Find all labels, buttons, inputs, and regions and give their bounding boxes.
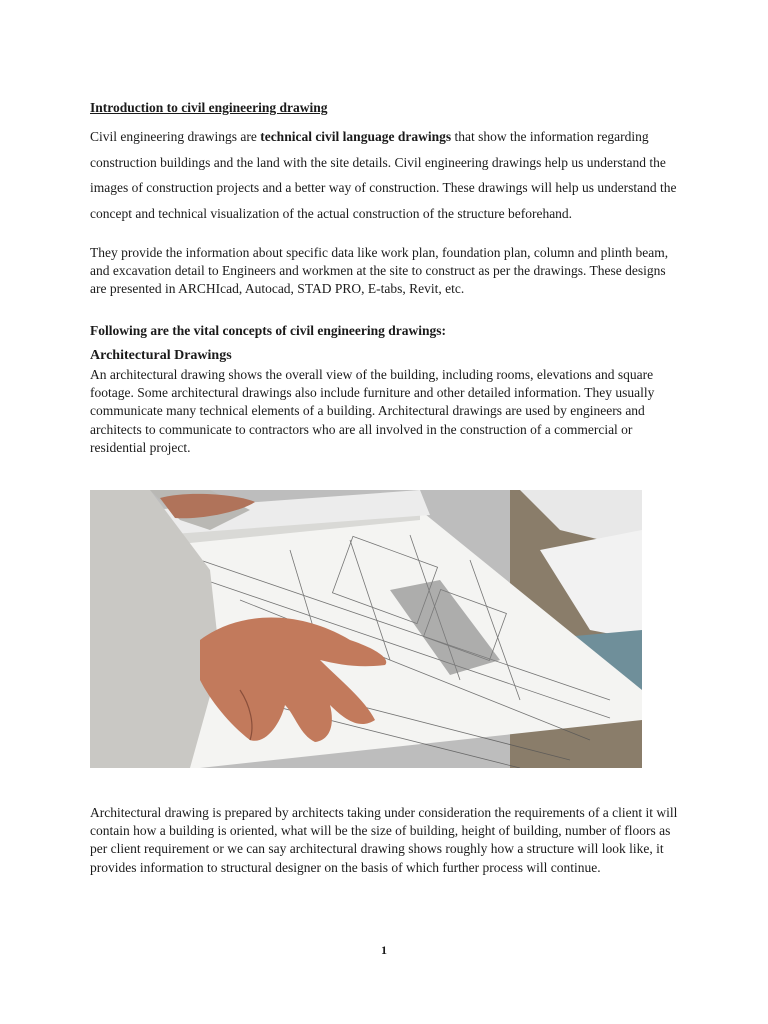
architectural-paragraph: An architectural drawing shows the overall view of the building, including rooms, elevations and square footage. Some architectural drawings also include furniture and other detailed information. They usually communicate many technical elements of a building. Architectural drawings are used by engineers and architects to communicate to contractors who are all involved in the construction of a commercial or residential project. <box>90 367 655 455</box>
architectural-drawings-title: Architectural Drawings <box>90 348 232 363</box>
data-paragraph: They provide the information about specific data like work plan, foundation plan, column and plinth beam, and excavation detail to Engineers and workmen at the site to construct as per the drawings. These designs are presented in ARCHIcad, Autocad, STAD PRO, E-tabs, Revit, etc. <box>90 245 669 296</box>
intro-text-start: Civil engineering drawings are <box>90 129 261 144</box>
intro-text-end: that show the information regarding construction buildings and the land with the site details. Civil engineering drawings help us understand the images of construction projects and a better way of construction. These drawings will help us understand the concept and technical visualization of the actual construction of the structure beforehand. <box>90 129 677 221</box>
page-number: 1 <box>381 943 387 957</box>
section-heading: Introduction to civil engineering drawing <box>90 100 328 115</box>
closing-paragraph: Architectural drawing is prepared by architects taking under consideration the requirements of a client it will contain how a building is oriented, what will be the size of building, height of building, number of floors as per client requirement or we can say architectural drawing shows roughly how a structure will look like, it provides information to structural designer on the basis of which further process will continue. <box>90 805 678 875</box>
intro-bold-phrase: technical civil language drawings <box>260 129 452 144</box>
concepts-heading: Following are the vital concepts of civil engineering drawings: <box>90 323 446 338</box>
blueprint-photo <box>90 490 642 768</box>
intro-paragraph <box>90 124 680 226</box>
